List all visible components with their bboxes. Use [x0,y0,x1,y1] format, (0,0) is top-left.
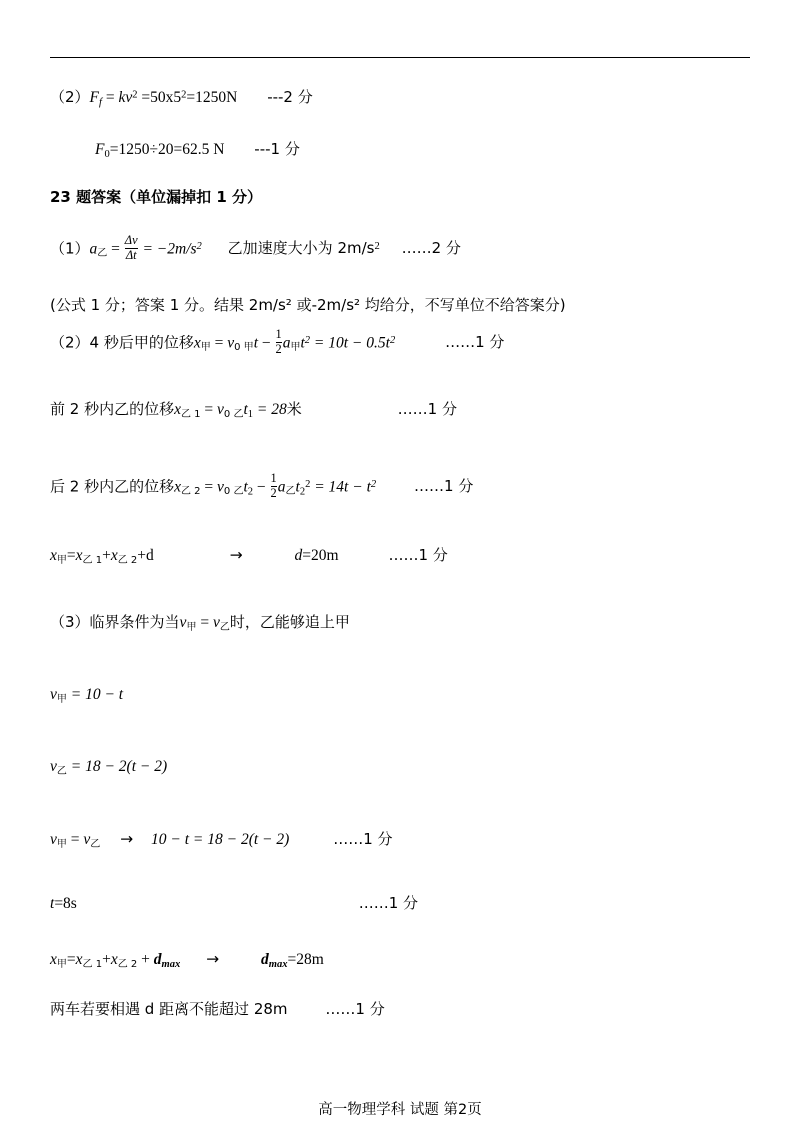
line15-value: =28m [287,951,324,968]
line7-x-sub: 乙 1 [180,408,201,420]
line1-kv: kv [118,89,133,106]
line15-x1: x [75,951,83,968]
line8-half-den: 2 [270,485,277,500]
answer-line-22-2 [50,88,313,110]
line8-x: x [174,478,181,496]
line11-v: v [50,686,57,703]
answer-dmax [50,950,324,972]
line8-a: a [277,478,286,496]
line8-half-num: 1 [270,471,277,485]
line4-a-sub: 乙 [97,248,108,260]
line15-x2-sub: 乙 2 [117,958,138,970]
answer-note-formula [50,296,566,316]
line15-plus: + [102,951,111,968]
line7-prefix: 前 2 秒内乙的位移 [50,400,175,418]
q23-heading-text: 23 题答案（单位漏掉扣 1 分） [50,188,262,206]
line2-sub-0: 0 [104,148,110,160]
line2-score: ---1 分 [254,140,300,158]
line6-result: = 10t − 0.5t [310,334,390,352]
line2-var-F: F [95,141,105,158]
line15-dmax: d [153,951,162,968]
line15-x2: x [110,951,118,968]
line4-frac-den: Δt [125,247,137,262]
line6-score: ……1 分 [445,333,505,352]
line9-d-value: =20m [302,547,339,564]
line12-v: v [50,758,57,775]
line10-equals: = [196,614,213,631]
line1-equals: = [101,89,119,106]
line7-unit: 米 [286,400,302,418]
line9-x-sub: 甲 [56,554,67,566]
line14-score: ……1 分 [358,894,419,912]
line15-dmax2-sub: max [268,958,288,970]
line1-var-F: F [89,89,100,106]
line4-frac-num: Δv [124,233,138,247]
line6-x-sub: 甲 [200,342,211,354]
line4-prefix: （1） [50,239,90,258]
line6-half [276,328,282,356]
line9-plus: + [102,547,111,564]
line8-prefix: 后 2 秒内乙的位移 [50,477,175,496]
line9-x2-sub: 乙 2 [117,554,138,566]
line7-v: v [217,401,224,418]
equation-v-yi [50,758,167,778]
line12-equation: = 18 − 2(t − 2) [66,758,168,775]
question-23-heading [50,188,262,208]
line1-exponent: 2 [132,89,138,101]
line1-prefix: （2） [50,88,90,106]
header-rule [50,57,750,58]
line1-score: ---2 分 [267,88,313,106]
answer-line-distance [50,546,448,567]
line6-half-den: 2 [275,341,282,356]
note-text: (公式 1 分；答案 1 分。结果 2m/s² 或-2m/s² 均给分，不写单位不给答案分) [50,296,566,314]
line13-arrow: → [120,830,134,848]
answer-line-23-3 [50,613,350,634]
line15-x1-sub: 乙 1 [82,958,103,970]
line10-v2-sub: 乙 [219,621,230,633]
line7-t: t [243,401,248,418]
line6-t: t [253,334,258,352]
line7-score: ……1 分 [397,400,457,418]
line16-text: 两车若要相遇 d 距离不能超过 28m [50,1000,288,1018]
line13-v2: v [83,831,91,848]
line6-prefix: （2）4 秒后甲的位移 [50,333,194,352]
line6-half-num: 1 [275,327,282,341]
line7-t-sub: 1 [247,408,254,420]
line10-v2: v [212,614,220,631]
line13-v2-sub: 乙 [90,838,101,850]
line8-minus: − [253,478,270,496]
line15-equals: = [66,951,76,968]
line15-dmax-sub: max [161,958,181,970]
answer-line-23-1 [50,234,461,262]
line8-a-sub: 乙 [285,486,296,498]
line6-minus: − [258,334,275,352]
line4-rhs: = −2m/s [138,240,197,258]
line4-a: a [89,240,98,258]
line13-score: ……1 分 [333,830,393,848]
line12-v-sub: 乙 [56,765,67,777]
line6-a-sub: 甲 [290,342,301,354]
line9-equals: = [66,547,76,564]
line6-x: x [193,334,201,352]
line9-x: x [50,547,57,564]
page-footer: 高一物理学科 试题 第2页 [318,1102,482,1118]
line9-x2: x [110,547,118,564]
line8-t2-exp: 2 [305,479,311,491]
line13-v1-sub: 甲 [56,838,67,850]
line9-plus-d: +d [137,547,154,564]
line16-score: ……1 分 [325,1000,385,1018]
line15-dmax2: d [261,951,269,968]
line9-x1-sub: 乙 1 [82,554,103,566]
line13-v1: v [50,831,57,848]
line7-v-sub: 0 乙 [223,408,244,420]
line1-value: =50x5 [137,89,182,106]
line9-score: ……1 分 [388,546,448,564]
line15-x-sub: 甲 [56,958,67,970]
line7-result: = 28 [253,401,287,418]
line6-t2-exp: 2 [304,335,311,347]
line9-x1: x [75,547,83,564]
line14-value: =8s [54,895,77,912]
line15-plus-d: + [137,951,154,968]
line1-value-2: =1250N [186,89,238,106]
line9-arrow: → [229,546,243,564]
answer-line-23-2 [50,328,504,356]
line11-v-sub: 甲 [56,693,67,705]
line10-v1-sub: 甲 [186,621,197,633]
answer-conclusion [50,1000,385,1020]
line14-t: t [50,895,55,912]
line6-v0-sub: 0 甲 [234,342,254,354]
line8-t2: t [295,478,300,496]
line1-exponent-2: 2 [181,89,187,101]
equation-v-equality [50,830,393,851]
line8-equals: = [200,478,218,496]
line8-result-exp: 2 [370,479,377,491]
line15-x: x [50,951,57,968]
equation-v-jia [50,686,123,706]
line8-t2-sub: 2 [299,486,306,498]
line2-value: =1250÷20=62.5 N [109,141,225,158]
line8-t-sub: 2 [247,486,254,498]
line8-score: ……1 分 [414,477,474,496]
line10-prefix: （3）临界条件为当 [50,613,180,631]
line4-fraction [125,234,138,262]
line10-suffix: 时，乙能够追上甲 [229,613,350,631]
line7-equals: = [200,401,218,418]
line4-score: ……2 分 [401,239,461,258]
answer-time-value [50,894,418,914]
line1-sub-f: f [99,96,102,108]
line8-half [271,472,277,500]
line6-result-exp: 2 [389,335,396,347]
line6-equals: = [210,334,228,352]
line4-rhs-exp: 2 [196,241,202,253]
line10-v1: v [179,614,187,631]
answer-line-last2s [50,472,473,500]
line8-result: = 14t − t [310,478,371,496]
line13-result: 10 − t = 18 − 2(t − 2) [151,831,290,848]
line15-arrow: → [206,950,220,968]
line9-d: d [294,547,303,564]
answer-line-first2s [50,400,457,422]
line8-v-sub: 0 乙 [223,486,244,498]
line4-equals: = [107,240,124,258]
line6-v0: v [227,334,235,352]
line8-v: v [217,478,224,496]
line7-x: x [174,401,181,418]
line6-t2: t [300,334,305,352]
line4-text-exp: 2 [374,241,380,253]
line8-t: t [243,478,248,496]
line8-x-sub: 乙 2 [180,486,201,498]
line13-equals: = [66,831,84,848]
line11-equation: = 10 − t [66,686,124,703]
line4-text: 乙加速度大小为 2m/s [227,239,375,258]
answer-line-22-2b [95,140,300,162]
line6-a: a [282,334,291,352]
